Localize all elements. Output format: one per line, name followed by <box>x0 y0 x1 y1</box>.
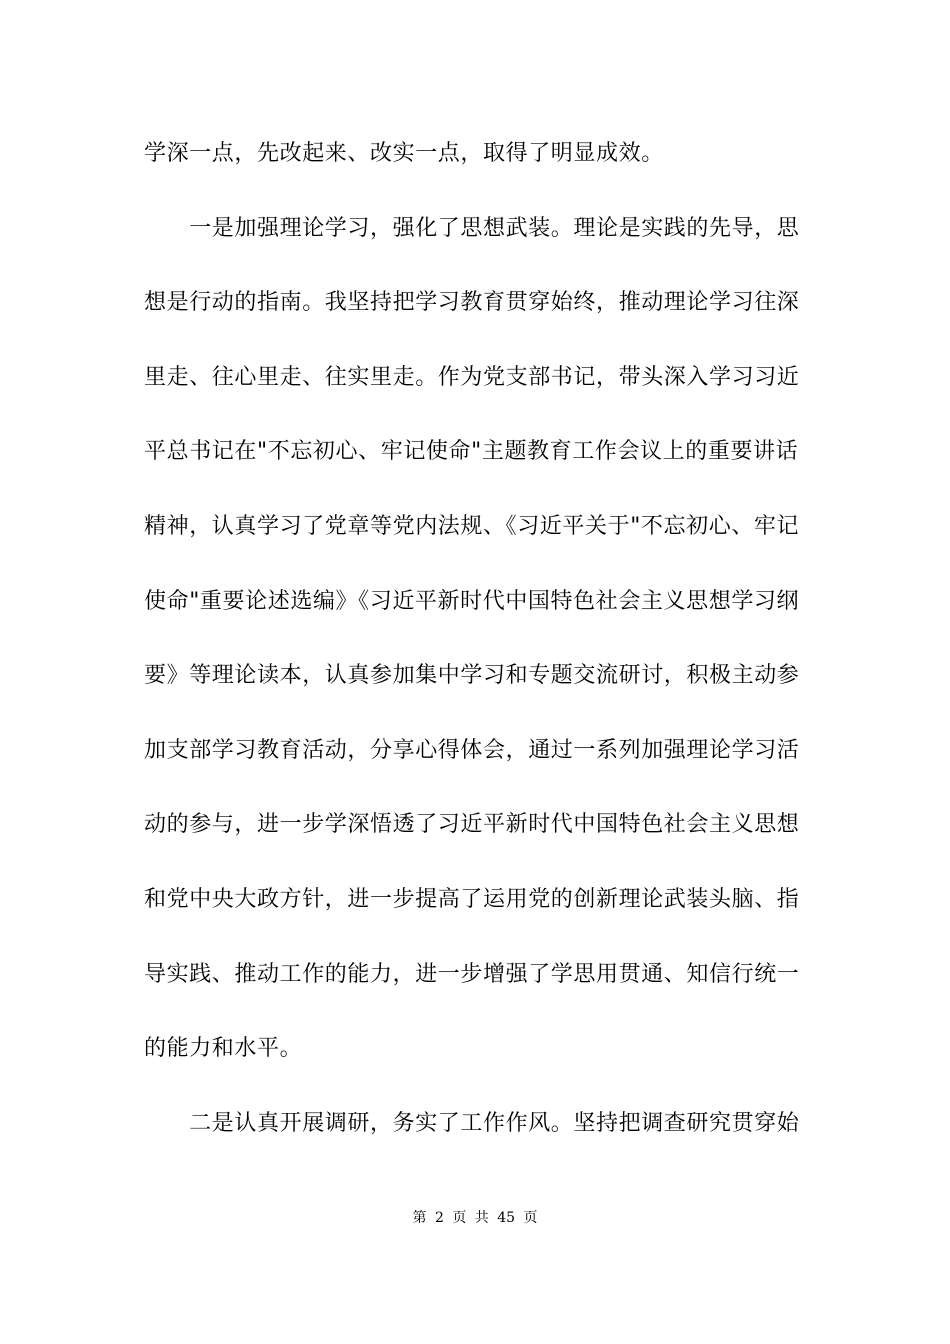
body-text-line: 要》等理论读本，认真参加集中学习和专题交流研讨，积极主动参 <box>144 663 800 688</box>
body-text-line: 加支部学习教育活动，分享心得体会，通过一系列加强理论学习活 <box>144 738 800 763</box>
footer-prefix: 第 <box>412 1210 427 1226</box>
total-page-count: 45 <box>497 1210 516 1226</box>
footer-suffix: 页 <box>523 1210 538 1226</box>
body-text-line: 精神，认真学习了党章等党内法规、《习近平关于"不忘初心、牢记 <box>144 514 800 539</box>
body-text-line: 使命"重要论述选编》《习近平新时代中国特色社会主义思想学习纲 <box>144 589 800 614</box>
footer-middle: 页 共 <box>452 1210 489 1226</box>
body-text-line: 的能力和水平。 <box>144 1036 303 1061</box>
body-text-line: 平总书记在"不忘初心、牢记使命"主题教育工作会议上的重要讲话 <box>144 439 799 464</box>
body-text-line: 二是认真开展调研，务实了工作作风。坚持把调查研究贯穿始 <box>144 1111 800 1136</box>
body-text-line: 动的参与，进一步学深悟透了习近平新时代中国特色社会主义思想 <box>144 812 800 837</box>
body-text-line: 学深一点，先改起来、改实一点，取得了明显成效。 <box>144 141 664 166</box>
body-text-line: 和党中央大政方针，进一步提高了运用党的创新理论武装头脑、指 <box>144 887 800 912</box>
current-page-number: 2 <box>434 1210 444 1226</box>
body-text-line: 一是加强理论学习，强化了思想武装。理论是实践的先导，思 <box>144 216 800 241</box>
body-text-line: 导实践、推动工作的能力，进一步增强了学思用贯通、知信行统一 <box>144 962 800 987</box>
page-number-footer <box>0 1208 950 1228</box>
body-text-line: 想是行动的指南。我坚持把学习教育贯穿始终，推动理论学习往深 <box>144 290 800 315</box>
body-text-line: 里走、往心里走、往实里走。作为党支部书记，带头深入学习习近 <box>144 365 800 390</box>
